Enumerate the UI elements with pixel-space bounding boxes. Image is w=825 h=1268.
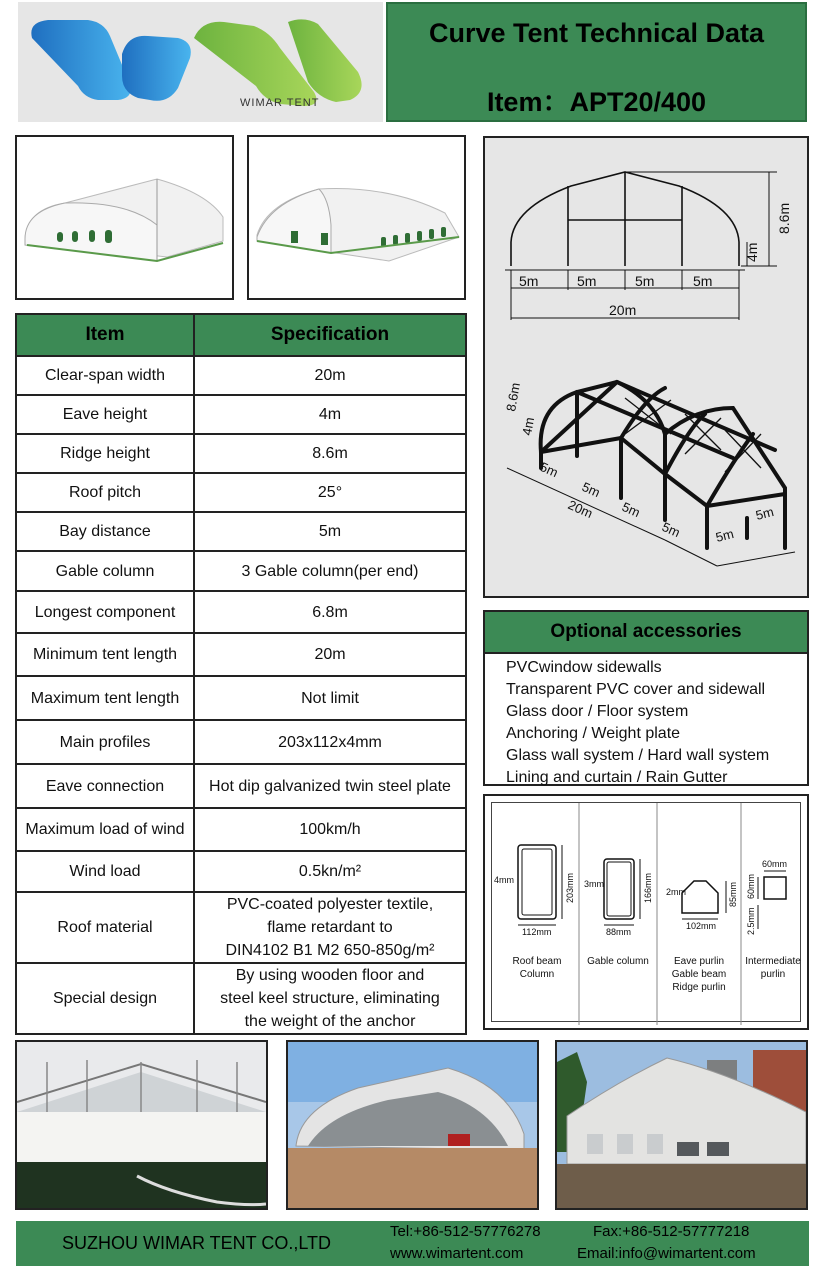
eave-purlin-name xyxy=(658,955,740,994)
roof-beam-height: 203mm xyxy=(565,872,575,903)
row-label: Maximum tent length xyxy=(16,676,194,720)
row-label: Main profiles xyxy=(16,720,194,764)
front-bay-label: 5m xyxy=(519,273,539,289)
intermediate-thickness: 2.5mm xyxy=(746,907,756,935)
gable-column-name: Gable column xyxy=(587,956,649,967)
roof-beam-section xyxy=(518,845,562,925)
roof-beam-name xyxy=(498,955,576,981)
iso-eave-label: 4m xyxy=(519,416,538,437)
table-row xyxy=(16,720,466,764)
list-item: Lining and curtain / Rain Gutter xyxy=(506,769,728,786)
table-row xyxy=(16,851,466,892)
row-value: Hot dip galvanized twin steel plate xyxy=(194,764,466,808)
table-row xyxy=(16,808,466,851)
front-ridge-label: 8.6m xyxy=(776,202,792,234)
intermediate-top: 60mm xyxy=(762,859,788,869)
table-row xyxy=(16,591,466,633)
special-design-line: the weight of the anchor xyxy=(244,1013,416,1030)
spec-table xyxy=(15,313,467,1035)
iso-length-label: 20m xyxy=(565,497,595,522)
eave-purlin-section xyxy=(682,881,726,919)
profile-name-line: Roof beam xyxy=(512,956,562,967)
footer-tel: Tel:+86-512-57776278 xyxy=(390,1223,541,1240)
photo-tent-event xyxy=(555,1040,808,1210)
row-label: Eave connection xyxy=(16,764,194,808)
table-row xyxy=(16,764,466,808)
roof-beam-thickness: 4mm xyxy=(494,875,514,885)
roof-material-line: flame retardant to xyxy=(267,919,393,936)
gable-column-height: 166mm xyxy=(643,872,653,903)
gable-column-thickness: 3mm xyxy=(584,879,604,889)
table-row xyxy=(16,892,466,963)
iso-bay-label: 5m xyxy=(579,479,603,501)
company-logo xyxy=(18,2,383,122)
row-value xyxy=(194,963,466,1034)
list-item: Glass door / Floor system xyxy=(506,703,689,720)
intermediate-purlin-name xyxy=(742,955,804,981)
table-row xyxy=(16,676,466,720)
gable-column-width: 88mm xyxy=(606,927,632,937)
accessories-list xyxy=(485,654,807,789)
iso-bay-label: 5m xyxy=(537,459,561,481)
row-value: 4m xyxy=(194,395,466,434)
item-code: Item：APT20/400 xyxy=(486,87,707,117)
iso-span-label: 5m xyxy=(714,525,736,545)
footer-bar xyxy=(16,1221,809,1266)
header-banner xyxy=(386,2,807,122)
row-value: 3 Gable column(per end) xyxy=(194,551,466,591)
table-row xyxy=(16,395,466,434)
table-row xyxy=(16,963,466,1034)
profile-name-line: Gable beam xyxy=(671,969,727,980)
row-value: 20m xyxy=(194,633,466,676)
row-value xyxy=(194,892,466,963)
table-row xyxy=(16,551,466,591)
row-label: Minimum tent length xyxy=(16,633,194,676)
row-label: Wind load xyxy=(16,851,194,892)
eave-purlin-thickness: 2mm xyxy=(666,887,686,897)
footer-website[interactable]: www.wimartent.com xyxy=(390,1245,524,1262)
row-label: Gable column xyxy=(16,551,194,591)
front-bay-label: 5m xyxy=(635,273,655,289)
tent-render-side xyxy=(247,135,466,300)
row-label: Maximum load of wind xyxy=(16,808,194,851)
front-eave-label: 4m xyxy=(744,242,760,262)
front-bay-label: 5m xyxy=(577,273,597,289)
accessories-title: Optional accessories xyxy=(485,612,807,654)
row-value: 203x112x4mm xyxy=(194,720,466,764)
intermediate-side: 60mm xyxy=(746,873,756,899)
profile-name-line: Eave purlin xyxy=(673,956,725,967)
table-row xyxy=(16,633,466,676)
row-label: Clear-span width xyxy=(16,356,194,395)
gable-column-section xyxy=(604,859,640,925)
row-label: Ridge height xyxy=(16,434,194,473)
profiles-inner xyxy=(491,802,801,1022)
special-design-line: steel keel structure, eliminating xyxy=(220,990,440,1007)
row-label: Roof material xyxy=(16,892,194,963)
list-item: PVCwindow sidewalls xyxy=(506,659,662,676)
col-header-item: Item xyxy=(16,314,194,356)
profiles-panel xyxy=(483,794,809,1030)
iso-span-label: 5m xyxy=(754,503,776,523)
accessories-panel xyxy=(483,610,809,786)
photo-tent-interior xyxy=(15,1040,268,1210)
special-design-line: By using wooden floor and xyxy=(235,967,425,984)
front-bay-label: 5m xyxy=(693,273,713,289)
roof-material-line: PVC-coated polyester textile, xyxy=(226,896,434,913)
iso-bay-label: 5m xyxy=(659,519,683,541)
table-row xyxy=(16,434,466,473)
tent-render-front xyxy=(15,135,234,300)
list-item: Anchoring / Weight plate xyxy=(506,725,681,742)
profile-name-line: purlin xyxy=(760,969,786,980)
row-label: Eave height xyxy=(16,395,194,434)
row-value: 25° xyxy=(194,473,466,512)
profile-name-line: Intermediate xyxy=(745,956,801,967)
roof-beam-width: 112mm xyxy=(522,927,552,937)
roof-material-line: DIN4102 B1 M2 650-850g/m² xyxy=(225,942,435,959)
row-label: Bay distance xyxy=(16,512,194,551)
row-label: Longest component xyxy=(16,591,194,633)
row-label: Special design xyxy=(16,963,194,1034)
row-value: 100km/h xyxy=(194,808,466,851)
intermediate-purlin-section xyxy=(758,871,786,929)
technical-drawing xyxy=(483,136,809,598)
eave-purlin-width: 102mm xyxy=(686,921,717,931)
photo-tent-exterior xyxy=(286,1040,539,1210)
profile-name-line: Column xyxy=(519,969,555,980)
eave-purlin-height: 85mm xyxy=(728,881,738,907)
row-value: 6.8m xyxy=(194,591,466,633)
list-item: Glass wall system / Hard wall system xyxy=(506,747,770,764)
footer-company: SUZHOU WIMAR TENT CO.,LTD xyxy=(62,1233,332,1253)
wimar-logo-mark xyxy=(18,2,383,122)
table-row xyxy=(16,512,466,551)
row-value: 5m xyxy=(194,512,466,551)
footer-email[interactable]: Email:info@wimartent.com xyxy=(577,1245,756,1262)
profile-name-line: Ridge purlin xyxy=(672,982,726,993)
front-elevation xyxy=(505,172,777,320)
iso-bay-label: 5m xyxy=(619,499,643,521)
page-title: Curve Tent Technical Data xyxy=(428,18,765,48)
footer-fax: Fax:+86-512-57777218 xyxy=(593,1223,750,1240)
row-value: 20m xyxy=(194,356,466,395)
table-row xyxy=(16,473,466,512)
list-item: Transparent PVC cover and sidewall xyxy=(506,681,766,698)
row-value: Not limit xyxy=(194,676,466,720)
isometric-frame xyxy=(541,382,785,548)
iso-ridge-label: 8.6m xyxy=(503,381,523,413)
row-label: Roof pitch xyxy=(16,473,194,512)
table-row xyxy=(16,356,466,395)
front-width-label: 20m xyxy=(609,302,637,318)
spec-table-header xyxy=(16,314,466,356)
row-value: 0.5kn/m² xyxy=(194,851,466,892)
col-header-spec: Specification xyxy=(194,314,466,356)
logo-text: WIMAR TENT xyxy=(240,97,320,109)
row-value: 8.6m xyxy=(194,434,466,473)
